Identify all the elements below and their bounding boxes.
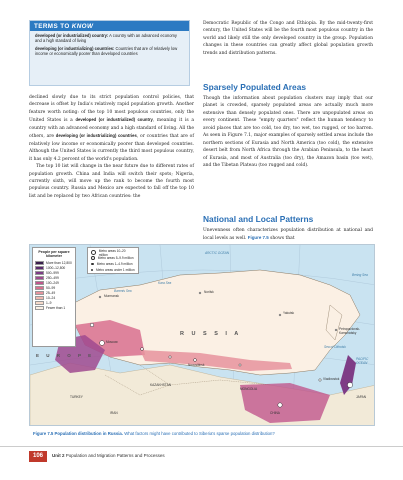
map-label-murmansk: Murmansk: [104, 294, 119, 298]
density-japan: [340, 355, 356, 395]
footer-title: Population and Migration Patterns and Processes: [64, 453, 165, 458]
legend-label: 25–49: [46, 290, 56, 295]
legend-row: [35, 260, 73, 265]
map-label-norilsk: Norilsk: [204, 290, 214, 294]
term-developing-definition: Countries that are of relatively low income or economically poorer than developed countries: [35, 45, 178, 57]
legend-label: 1000–12,800: [46, 265, 66, 270]
metro-legend-label: Metro areas 1–4.9 million: [96, 261, 133, 266]
right-p3-b: shows that: [268, 236, 295, 242]
term-developed: [30, 31, 189, 44]
city-dot-moscow: [100, 341, 105, 346]
city-dot-novosibirsk: [194, 359, 197, 362]
map-label-japan: JAPAN: [356, 395, 367, 399]
left-column: [29, 94, 194, 200]
map-label-barents: Barents Sea: [114, 289, 132, 293]
legend-swatch: [35, 266, 44, 270]
map-label-moscow: Moscow: [106, 340, 118, 344]
legend-label: 500–999: [46, 270, 59, 275]
map-label-europe: E U R O P E: [36, 353, 95, 358]
metro-dot-icon: [91, 269, 93, 271]
heading-national-local: National and Local Patterns: [203, 214, 314, 224]
map-label-yakutsk: Yakutsk: [283, 311, 295, 315]
legend-label: More than 12,800: [46, 260, 72, 265]
right-paragraph-1: Democratic Republic of the Congo and Ethiopia. By the mid-twenty-first century, the United States will be the fourth most populous country in the world and likely still the only developed country in the group. Population changes in these countries can greatly affect global population growth trends and distribution patterns.: [203, 21, 373, 56]
right-paragraph-2: Though the information about population clusters may imply that our planet is crowded, sparsely populated areas are actually much more extensive than densely populated ones. There are unpopulated areas on every continent. These "empty quarters" reflect the human tendency to avoid places that are too cold, too dry, too wet, too rugged, or too barren. As seen in Figure 7.1, major examples of sparsely settled areas include the northern sections of Eurasia and North America (too cold), the extensive desert belt from North Africa through the Arabian Peninsula, to the heart of Eurasia, and most of Australia (too dry), the Amazon basin (too wet), and the Tibetan Plateau (too rugged and cold).: [203, 96, 373, 169]
map-label-novosibirsk: Novosibirsk: [188, 363, 205, 367]
caption-label: Figure 7.5 Population distribution in Russia.: [33, 431, 124, 436]
map-label-turkey: TURKEY: [70, 395, 83, 399]
legend-row: [35, 305, 73, 310]
city-dot-norilsk: [199, 292, 201, 294]
legend-swatch: [35, 296, 44, 300]
city-dot-beijing: [278, 403, 282, 407]
map-label-china: CHINA: [270, 411, 280, 415]
city-dot-irkutsk: [239, 364, 241, 366]
right-column: [203, 20, 373, 57]
legend-label: 250–499: [46, 275, 59, 280]
legend-swatch: [35, 276, 44, 280]
left-p1-a: declined slowly due to its strict population control policies, that decrease is offset by India's relatively rapid population growth. Another feature worth noting: of the top 10 most populous countries, only the United States is a: [29, 95, 194, 124]
city-dot-vladivostok: [319, 379, 321, 381]
density-legend: [32, 247, 76, 347]
metro-legend-label: Metro areas 10–20 million: [98, 248, 126, 257]
terms-title-prefix: TERMS TO: [34, 22, 72, 30]
city-dot-yekaterinburg: [141, 348, 144, 351]
metro-dot-icon: [91, 256, 95, 260]
legend-swatch: [35, 291, 44, 295]
left-p1-c: , or countries that are of relatively low income or economically poorer than developed countries. Although the United States is currently the third most populous country, it has only 4.2 percent of the world's population.: [29, 134, 194, 162]
map-label-okhotsk: Sea of Okhotsk: [324, 345, 346, 349]
city-dot-omsk: [169, 356, 171, 358]
map-label-petropavlovsk: Petropavlovsk-Kamchatsky: [339, 327, 361, 335]
terms-title-word: KNOW: [71, 22, 94, 30]
metro-legend: [87, 247, 139, 274]
term-developing: [30, 44, 189, 57]
map-label-iran: IRAN: [110, 411, 118, 415]
map-label-kara: Kara Sea: [158, 281, 172, 285]
metro-dot-icon: [91, 263, 94, 266]
terms-to-know-box: [29, 20, 190, 86]
right-paragraph-3: [203, 227, 373, 243]
figure-caption: [33, 431, 383, 436]
map-label-kazakhstan: KAZAKHSTAN: [150, 383, 172, 387]
map-label-pacific: PACIFIC OCEAN: [356, 357, 369, 365]
metro-legend-row: [91, 256, 135, 262]
map-label-vladivostok: Vladivostok: [323, 377, 340, 381]
map-label-bering: Bering Sea: [352, 273, 368, 277]
term-developing-name: developing (or industrializing) countries:: [35, 45, 115, 51]
left-p1-term1: developed (or industrialized) country: [75, 117, 153, 123]
legend-label: 100–249: [46, 280, 59, 285]
legend-label: 1–9: [46, 300, 52, 305]
legend-rows: [35, 260, 73, 310]
legend-swatch: [35, 261, 44, 265]
legend-swatch: [35, 281, 44, 285]
russia-population-map: [29, 244, 375, 426]
legend-title: People per square kilometer: [38, 250, 70, 258]
metro-legend-label: Metro areas 5–9.9 million: [97, 256, 134, 261]
city-dot-st-petersburg: [90, 323, 94, 327]
legend-label: Fewer than 1: [46, 305, 66, 310]
left-p1-term2: developing (or industrializing) countries: [55, 133, 137, 139]
metro-dot-icon: [91, 250, 96, 255]
page-number: 106: [29, 451, 47, 462]
left-p1-b: , meaning it is a country with an advanced economy and a high standard of living. All the others, are: [29, 118, 194, 140]
caption-question: What factors might have contributed to Siberia's sparse population distribution?: [123, 431, 275, 436]
right-p3-a: Unevenness often characterizes population distribution at national and local levels as well.: [203, 228, 373, 242]
legend-label: 10–24: [46, 295, 56, 300]
term-developed-definition: A country with an advanced economy and a high standard of living: [35, 33, 177, 44]
footer-divider: [0, 446, 403, 447]
map-label-russia: R U S S I A: [180, 331, 242, 337]
left-paragraph-1: [29, 94, 194, 163]
city-dot-murmansk: [99, 296, 101, 298]
map-label-arctic: ARCTIC OCEAN: [205, 251, 230, 255]
footer-running-title: [52, 453, 165, 458]
legend-label: 50–99: [46, 285, 56, 290]
map-label-mongolia: MONGOLIA: [240, 387, 258, 391]
metro-legend-row: [91, 267, 135, 273]
legend-swatch: [35, 306, 44, 310]
metro-legend-row: [91, 261, 135, 267]
metro-legend-label: Metro areas under 1 million: [96, 267, 135, 272]
terms-title: [30, 21, 189, 31]
city-dot-yakutsk: [279, 314, 281, 316]
legend-swatch: [35, 271, 44, 275]
legend-swatch: [35, 286, 44, 290]
figure-reference-link[interactable]: Figure 7.5: [247, 235, 269, 241]
heading-sparsely-populated: Sparsely Populated Areas: [203, 82, 307, 92]
legend-swatch: [35, 301, 44, 305]
city-dot-tokyo: [347, 382, 352, 387]
left-paragraph-2: The top 10 list will change in the near future due to different rates of population growth. China and India will switch their spots; Nigeria, currently sixth, will move up the rank to become the fourth most populous country. Russia and Mexico are expected to fall off the top 10 list and be replaced by two African countries: the: [29, 164, 194, 199]
term-developed-name: developed (or industrialized) country:: [35, 33, 109, 38]
city-dot-petropavlovsk: [335, 329, 337, 331]
footer-unit: Unit 2: [52, 453, 65, 458]
